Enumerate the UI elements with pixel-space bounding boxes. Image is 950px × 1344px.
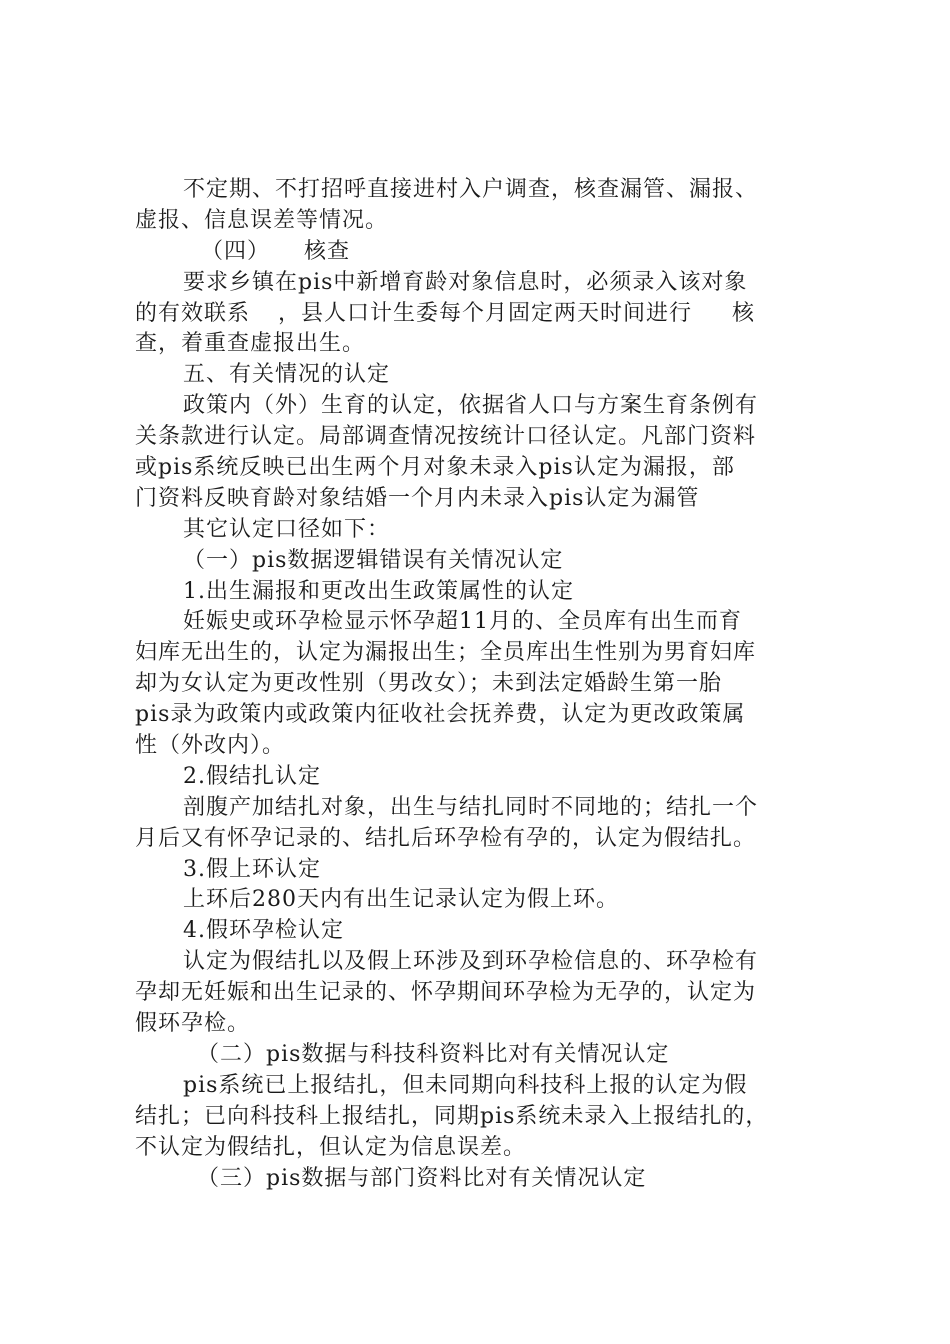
- paragraph-line: [135, 422, 825, 453]
- paragraph-line: [135, 1133, 825, 1164]
- subsection-title: （三）pis数据与部门资料比对有关情况认定: [197, 1165, 647, 1191]
- subsection-heading: [135, 1040, 825, 1071]
- text-line: 上环后280天内有出生记录认定为假上环。: [183, 887, 619, 913]
- paragraph-line: [135, 700, 825, 731]
- text-line: 剖腹产加结扎对象，出生与结扎同时不同地的；结扎一个: [183, 794, 759, 820]
- paragraph-line: [135, 731, 825, 762]
- paragraph-line: [135, 453, 825, 484]
- section-title: 五、有关情况的认定: [183, 362, 391, 388]
- item-title: 1.出生漏报和更改出生政策属性的认定: [183, 578, 574, 604]
- text-line: 要求乡镇在pis中新增育龄对象信息时，必须录入该对象: [183, 269, 748, 295]
- text-line: 其它认定口径如下：: [183, 516, 391, 542]
- text-line: pis系统已上报结扎，但未同期向科技科上报的认定为假: [183, 1072, 748, 1098]
- paragraph-line: [135, 607, 825, 638]
- paragraph-line: [135, 1071, 825, 1102]
- paragraph-line: [135, 268, 825, 299]
- text-line: pis录为政策内或政策内征收社会抚养费，认定为更改政策属: [135, 702, 746, 728]
- item-heading: [135, 916, 825, 947]
- paragraph-line: [135, 793, 825, 824]
- text-line: 妊娠史或环孕检显示怀孕超11月的、全员库有出生而育: [183, 609, 742, 635]
- text-line: 关条款进行认定。局部调查情况按统计口径认定。凡部门资料: [135, 424, 757, 450]
- paragraph-line: [135, 484, 825, 515]
- item-title: 3.假上环认定: [183, 856, 321, 882]
- subsection-title: （二）pis数据与科技科资料比对有关情况认定: [197, 1041, 670, 1067]
- section-number: （四）: [201, 238, 271, 264]
- section-heading: [135, 237, 825, 268]
- item-title: 2.假结扎认定: [183, 763, 321, 789]
- paragraph-line: [135, 669, 825, 700]
- section-heading: [135, 360, 825, 391]
- text-line: 性（外改内）。: [135, 733, 286, 759]
- subsection-heading: [135, 1164, 825, 1195]
- text-line: 的有效联系: [135, 300, 251, 326]
- paragraph-line: [135, 978, 825, 1009]
- text-line: ，县人口计生委每个月固定两天时间进行: [278, 300, 693, 326]
- text-line: 结扎；已向科技科上报结扎，同期pis系统未录入上报结扎的，: [135, 1103, 769, 1129]
- paragraph-line: [135, 1102, 825, 1133]
- text-line: 或pis系统反映已出生两个月对象未录入pis认定为漏报，部: [135, 455, 735, 481]
- subsection-title: （一）pis数据逻辑错误有关情况认定: [183, 547, 564, 573]
- document-body: [135, 175, 825, 1194]
- text-line: 不认定为假结扎，但认定为信息误差。: [135, 1134, 527, 1160]
- text-line: 核: [732, 300, 756, 326]
- item-heading: [135, 762, 825, 793]
- item-heading: [135, 577, 825, 608]
- paragraph-line: [135, 885, 825, 916]
- paragraph-line: [135, 947, 825, 978]
- text-line: 假环孕检。: [135, 1011, 251, 1037]
- text-line: 妇库无出生的，认定为漏报出生；全员库出生性别为男育妇库: [135, 640, 757, 666]
- paragraph-line: [135, 299, 825, 330]
- text-line: 却为女认定为更改性别（男改女）；未到法定婚龄生第一胎: [135, 671, 723, 697]
- item-title: 4.假环孕检认定: [183, 918, 344, 944]
- text-line: 政策内（外）生育的认定，依据省人口与方案生育条例有: [183, 393, 759, 419]
- subsection-heading: [135, 546, 825, 577]
- paragraph-line: [135, 329, 825, 360]
- paragraph-line: [135, 824, 825, 855]
- paragraph-line: [135, 515, 825, 546]
- text-line: 月后又有怀孕记录的、结扎后环孕检有孕的，认定为假结扎。: [135, 825, 757, 851]
- text-line: 认定为假结扎以及假上环涉及到环孕检信息的、环孕检有: [183, 949, 759, 975]
- text-line: 孕却无妊娠和出生记录的、怀孕期间环孕检为无孕的，认定为: [135, 980, 757, 1006]
- paragraph-line: [135, 175, 825, 206]
- text-line: 不定期、不打招呼直接进村入户调查，核查漏管、漏报、: [183, 177, 759, 202]
- item-heading: [135, 855, 825, 886]
- paragraph-line: [135, 1009, 825, 1040]
- text-line: 门资料反映育龄对象结婚一个月内未录入pis认定为漏管: [135, 485, 700, 511]
- section-title: 核查: [304, 238, 351, 264]
- paragraph-line: [135, 206, 825, 237]
- text-line: 虚报、信息误差等情况。: [135, 207, 389, 233]
- text-line: 查，着重查虚报出生。: [135, 331, 366, 357]
- paragraph-line: [135, 638, 825, 669]
- paragraph-line: [135, 391, 825, 422]
